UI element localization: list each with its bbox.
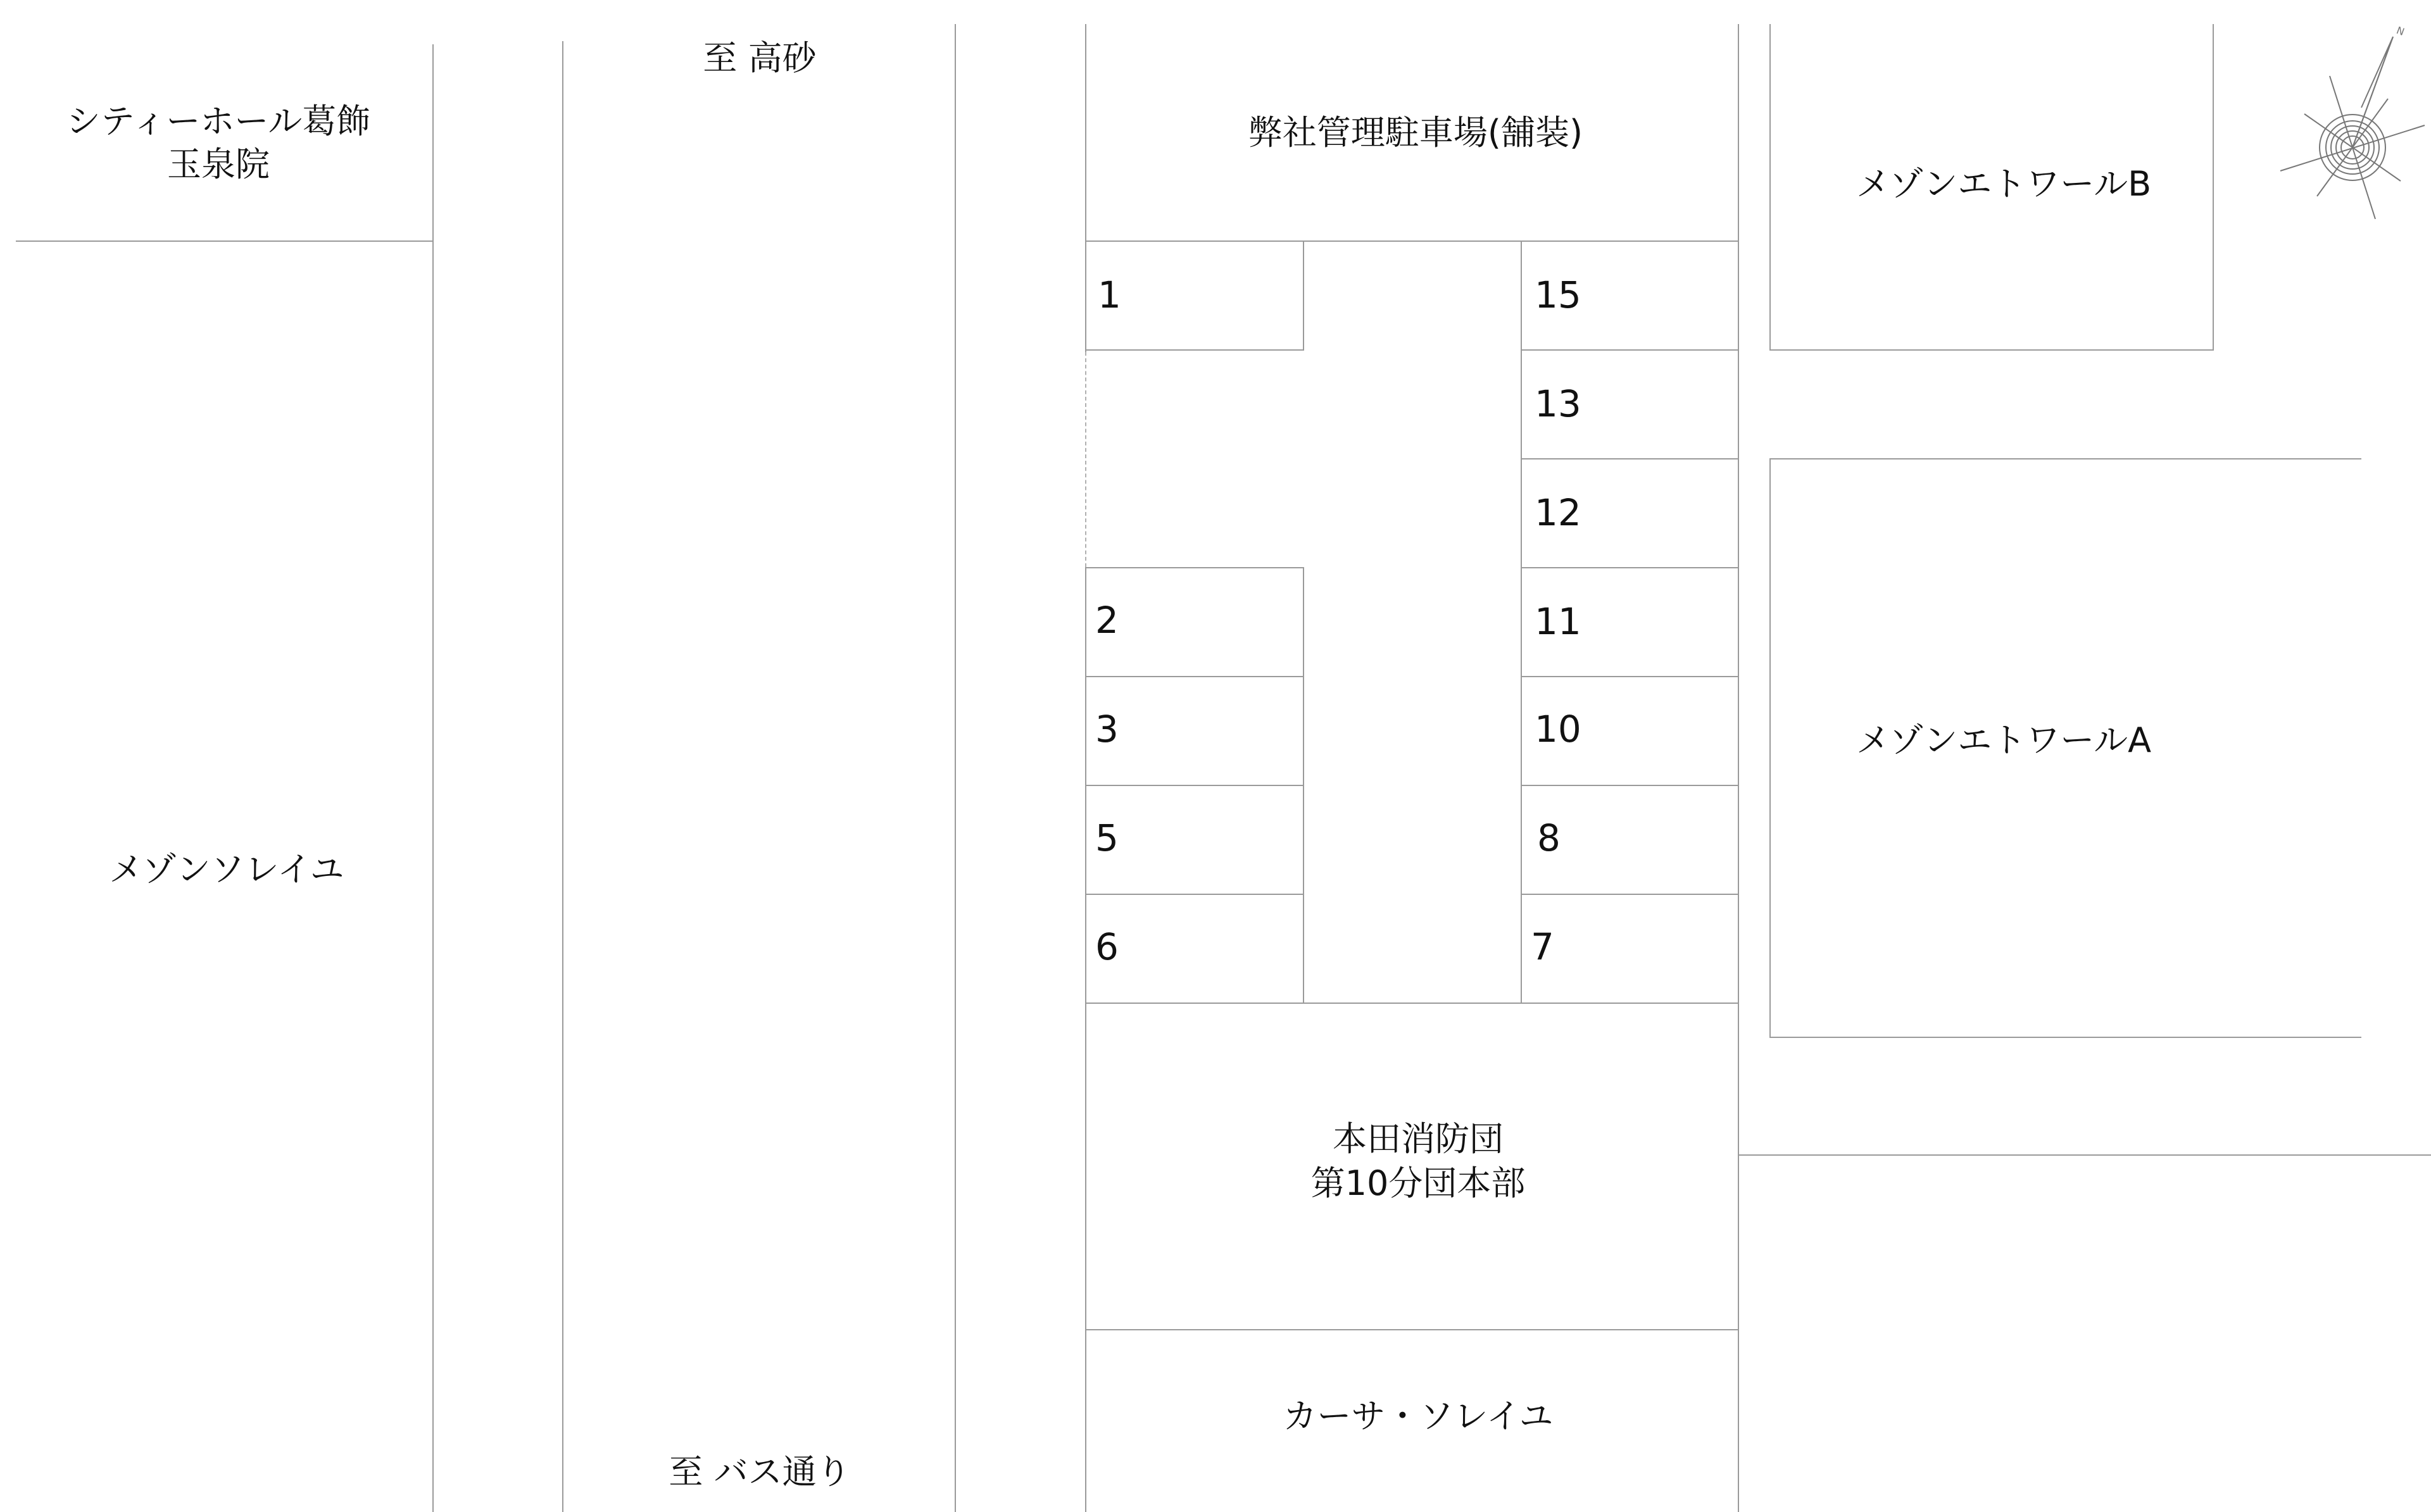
- parking-space-8: 8: [1537, 816, 1561, 859]
- building-a-line: [1769, 458, 2361, 459]
- space-line: [1521, 349, 1738, 351]
- parking-space-12: 12: [1535, 491, 1581, 534]
- building-b-line: [1769, 349, 2214, 351]
- block-line: [1738, 1154, 2431, 1156]
- lot-boundary-line: [1085, 567, 1086, 1512]
- to-bus-street-label: 至 バス通り: [669, 1452, 851, 1492]
- parking-space-15: 15: [1535, 273, 1581, 316]
- block-line: [1085, 1329, 1738, 1330]
- parking-space-2: 2: [1095, 599, 1119, 642]
- parking-space-5: 5: [1095, 816, 1119, 859]
- space-line: [1085, 349, 1303, 351]
- company-parking-label: 弊社管理駐車場(舗装): [1248, 113, 1583, 153]
- gyokusen-in-label: 玉泉院: [167, 144, 270, 184]
- building-b-line: [2213, 24, 2214, 351]
- lot-dashed-boundary: [1085, 352, 1086, 567]
- block-line: [16, 241, 432, 242]
- road-edge-line: [955, 24, 956, 1512]
- building-a-line: [1769, 458, 1771, 1037]
- parking-top-line: [1085, 241, 1738, 242]
- space-line: [1085, 676, 1303, 677]
- parking-row-line: [1303, 567, 1304, 1003]
- fire-brigade-label-2: 第10分団本部: [1310, 1163, 1526, 1203]
- space-line: [1521, 676, 1738, 677]
- city-hall-label: シティーホール葛飾: [66, 101, 371, 141]
- casa-soleil-label: カーサ・ソレイユ: [1283, 1396, 1554, 1436]
- space-line: [1521, 785, 1738, 786]
- parking-space-3: 3: [1095, 708, 1119, 751]
- fire-brigade-label-1: 本田消防団: [1333, 1119, 1504, 1159]
- space-line: [1085, 894, 1303, 895]
- road-edge-line: [562, 41, 563, 1512]
- space-line: [1085, 567, 1303, 568]
- parking-row-line: [1521, 241, 1522, 1003]
- building-a-line: [1769, 1037, 2361, 1038]
- lot-boundary-line: [1738, 24, 1739, 1512]
- parking-space-11: 11: [1535, 600, 1581, 643]
- parking-row-line: [1303, 241, 1304, 351]
- space-line: [1521, 894, 1738, 895]
- maison-etoile-b-label: メゾンエトワールB: [1856, 164, 2152, 204]
- space-line: [1521, 458, 1738, 459]
- north-label: N: [2394, 24, 2406, 39]
- maison-etoile-a-label: メゾンエトワールA: [1856, 720, 2152, 760]
- space-line: [1085, 785, 1303, 786]
- to-takasago-label: 至 高砂: [703, 38, 817, 78]
- parking-space-7: 7: [1531, 925, 1554, 968]
- lot-boundary-line: [1085, 24, 1086, 352]
- building-b-line: [1769, 24, 1771, 351]
- parking-bottom-line: [1085, 1003, 1738, 1004]
- road-edge-line: [432, 44, 434, 1512]
- compass-rose-icon: [2266, 19, 2431, 222]
- space-line: [1521, 567, 1738, 568]
- parking-space-13: 13: [1535, 382, 1581, 425]
- parking-space-10: 10: [1535, 708, 1581, 751]
- parking-space-6: 6: [1095, 925, 1119, 968]
- parking-space-1: 1: [1098, 273, 1121, 316]
- maison-soleil-label: メゾンソレイユ: [109, 849, 344, 889]
